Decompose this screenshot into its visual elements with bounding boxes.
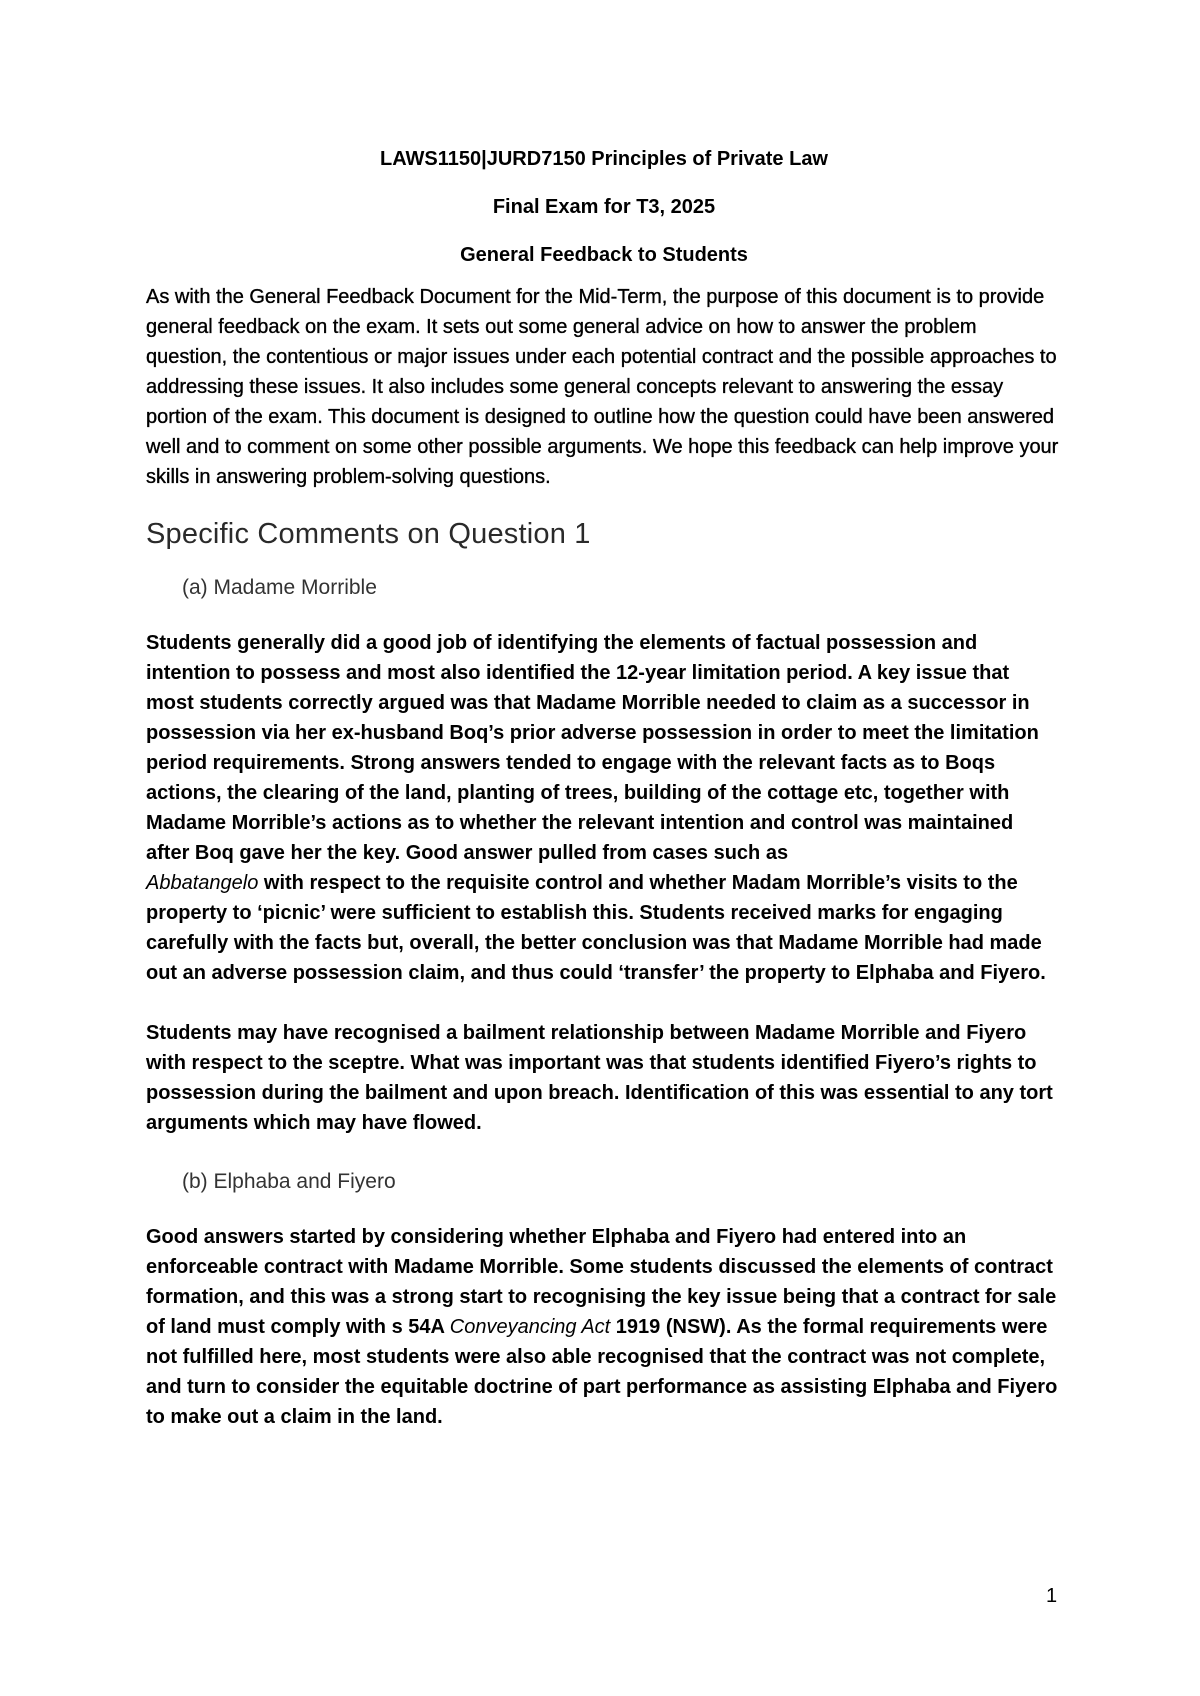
page-number: 1 xyxy=(1046,1585,1058,1607)
text-run: Good answers started by considering whether Elphaba and Fiyero had entered into an enforceable contract with Madame Morrible. Some students discussed the elements of contract formation, and this was a strong start to recognising the key issue being that a contract for sale of land must comply with s 54A xyxy=(146,1226,1057,1338)
intro-paragraph: As with the General Feedback Document for the Mid-Term, the purpose of this document is to provide general feedback on the exam. It sets out some general advice on how to answer the problem question, the contentious or major issues under each potential contract and the possible approaches to addressing these issues. It also includes some general concepts relevant to answering the essay portion of the exam. This document is designed to outline how the question could have been answered well and to comment on some other possible arguments. We hope this feedback can help improve your skills in answering problem-solving questions. xyxy=(146,286,1059,488)
text-run: with respect to the requisite control and whether Madam Morrible’s visits to the property to ‘picnic’ were sufficient to establish this. Students received marks for engaging carefully with the facts but, overall, the better conclusion was that Madame Morrible had made out an adverse possession claim, and thus could ‘transfer’ the property to Elphaba and Fiyero. xyxy=(146,872,1046,984)
document-subtitle: General Feedback to Students xyxy=(460,244,748,266)
document-body xyxy=(146,146,1062,1432)
elphaba-fiyero-paragraph-1 xyxy=(146,1222,1062,1432)
statute-name-italic: Conveyancing Act xyxy=(449,1316,611,1338)
course-title: LAWS1150|JURD7150 Principles of Private Law xyxy=(379,148,828,170)
exam-title: Final Exam for T3, 2025 xyxy=(492,196,716,218)
case-name-italic: Abbatangelo xyxy=(146,872,259,894)
subsection-heading-a: (a) Madame Morrible xyxy=(182,576,377,599)
madame-morrible-paragraph-1 xyxy=(146,628,1062,988)
text-run: 1919 (NSW). As the formal requirements were not fulfilled here, most students were also able recognised that the contract was not complete, and turn to consider the equitable doctrine of part performance as assisting Elphaba and Fiyero to make out a claim in the land. xyxy=(146,1316,1058,1428)
text-run: Students generally did a good job of identifying the elements of factual possession and intention to possess and most also identified the 12-year limitation period. A key issue that most students correctly argued was that Madame Morrible needed to claim as a successor in possession via her ex-husband Boq’s prior adverse possession in order to meet the limitation period requirements. Strong answers tended to engage with the relevant facts as to Boqs actions, the clearing of the land, planting of trees, building of the cottage etc, together with Madame Morrible’s actions as to whether the relevant intention and control was maintained after Boq gave her the key. Good answer pulled from cases such as xyxy=(146,632,1039,864)
madame-morrible-paragraph-2: Students may have recognised a bailment relationship between Madame Morrible and Fiyero with respect to the sceptre. What was important was that students identified Fiyero’s rights to possession during the bailment and upon breach. Identification of this was essential to any tort arguments which may have flowed. xyxy=(146,1022,1053,1134)
subsection-heading-b: (b) Elphaba and Fiyero xyxy=(182,1170,396,1193)
section-heading-question-1: Specific Comments on Question 1 xyxy=(146,518,591,550)
